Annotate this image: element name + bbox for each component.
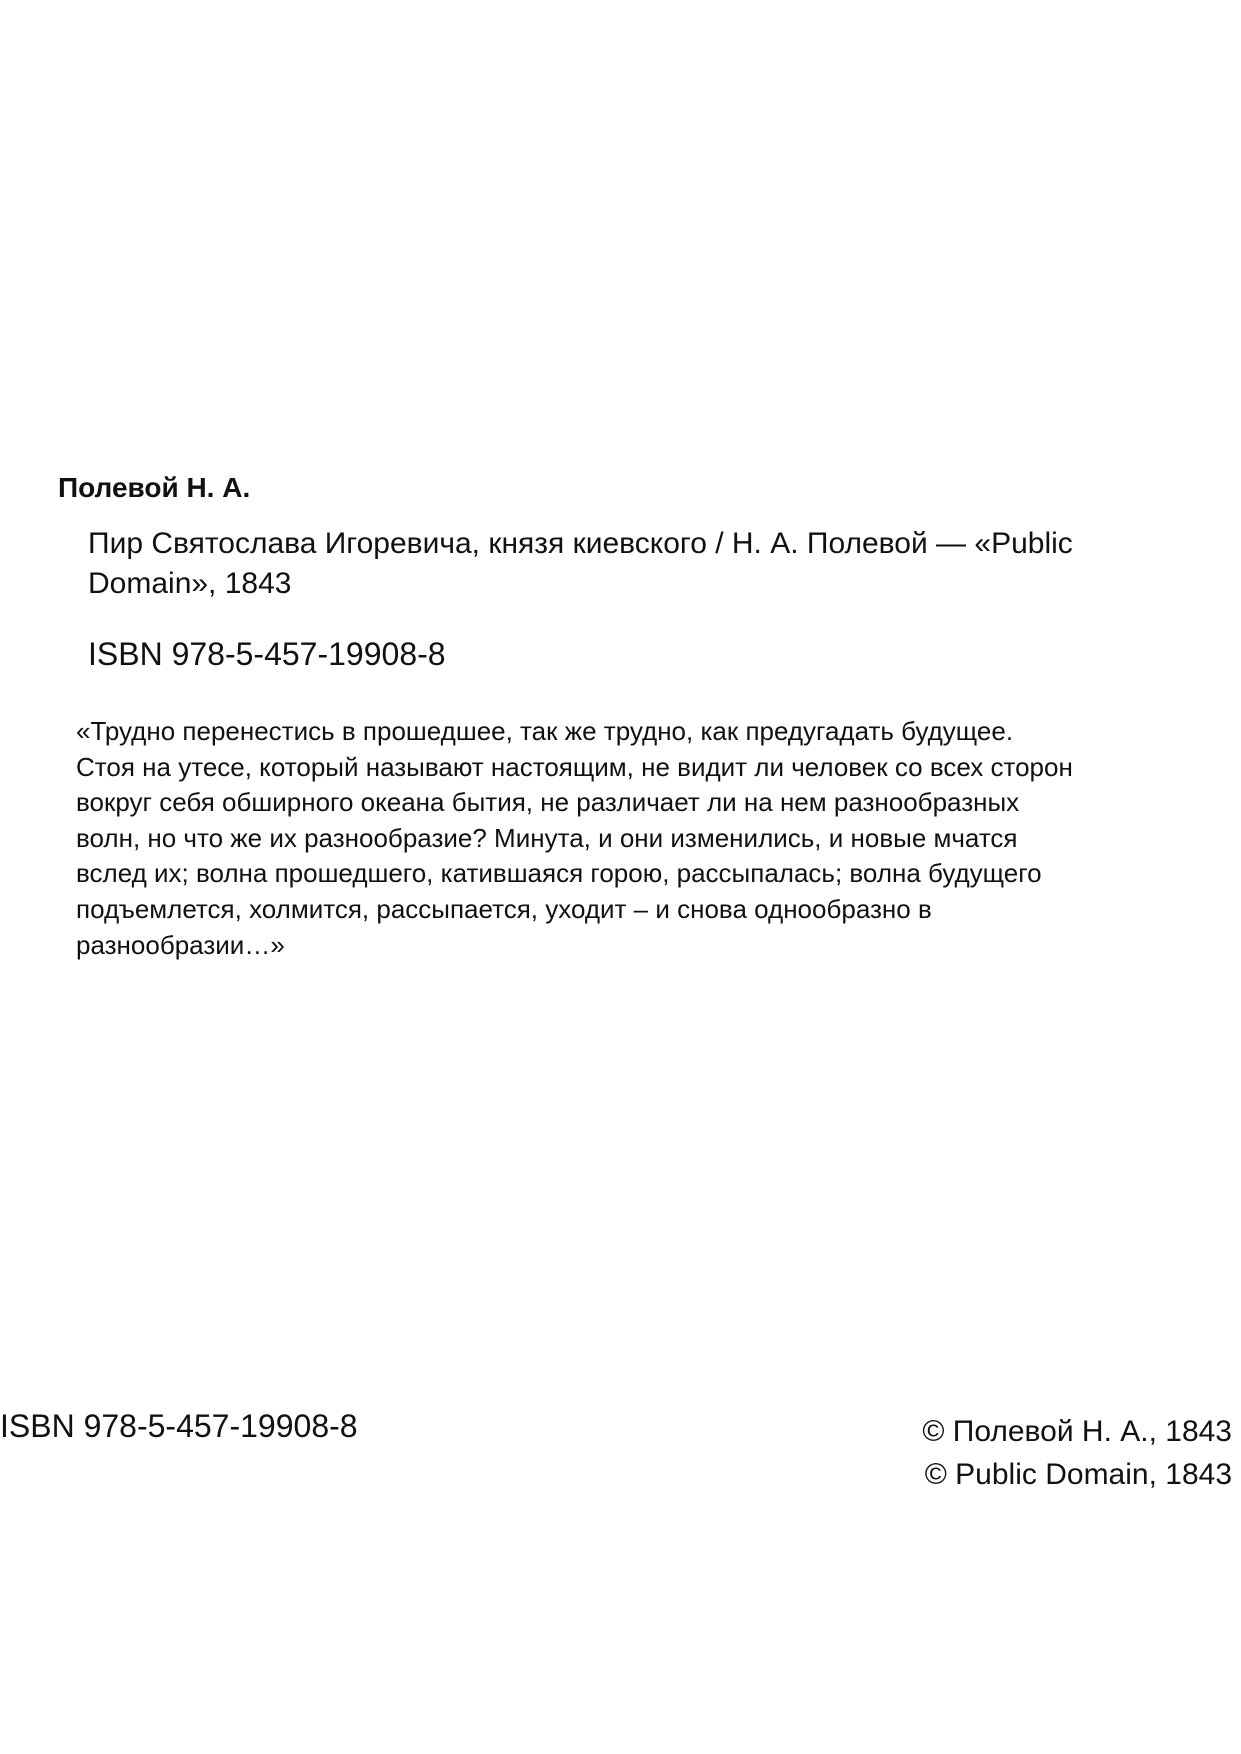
- copyright-block: [922, 1410, 1232, 1496]
- annotation-paragraph: [76, 714, 1226, 963]
- author-name: Полевой Н. А.: [58, 472, 251, 503]
- annotation-line: «Трудно перенестись в прошедшее, так же трудно, как предугадать будущее.: [76, 716, 1014, 746]
- annotation-line: разнообразии…»: [76, 929, 285, 960]
- citation-line: Пир Святослава Игоревича, князя киевского / Н. А. Полевой — «Public: [88, 527, 1073, 560]
- annotation-line: вокруг себя обширного океана бытия, не различает ли на нем разнообразных: [76, 787, 1020, 818]
- annotation-line: Стоя на утесе, который называют настоящим, не видит ли человек со всех сторон: [76, 751, 1073, 782]
- citation-line: Domain», 1843: [88, 567, 292, 600]
- isbn-top: ISBN 978-5-457-19908-8: [88, 636, 446, 672]
- isbn-bottom: ISBN 978-5-457-19908-8: [0, 1408, 358, 1444]
- annotation-line: вслед их; волна прошедшего, катившаяся горою, рассыпалась; волна будущего: [76, 858, 1042, 889]
- copyright-line: © Полевой Н. А., 1843: [922, 1415, 1232, 1448]
- annotation-line: волн, но что же их разнообразие? Минута, и они изменились, и новые мчатся: [76, 822, 1018, 853]
- bibliographic-citation: [88, 524, 1218, 604]
- copyright-line: © Public Domain, 1843: [924, 1458, 1232, 1491]
- annotation-line: подъемлется, холмится, рассыпается, уходит – и снова однообразно в: [76, 893, 932, 924]
